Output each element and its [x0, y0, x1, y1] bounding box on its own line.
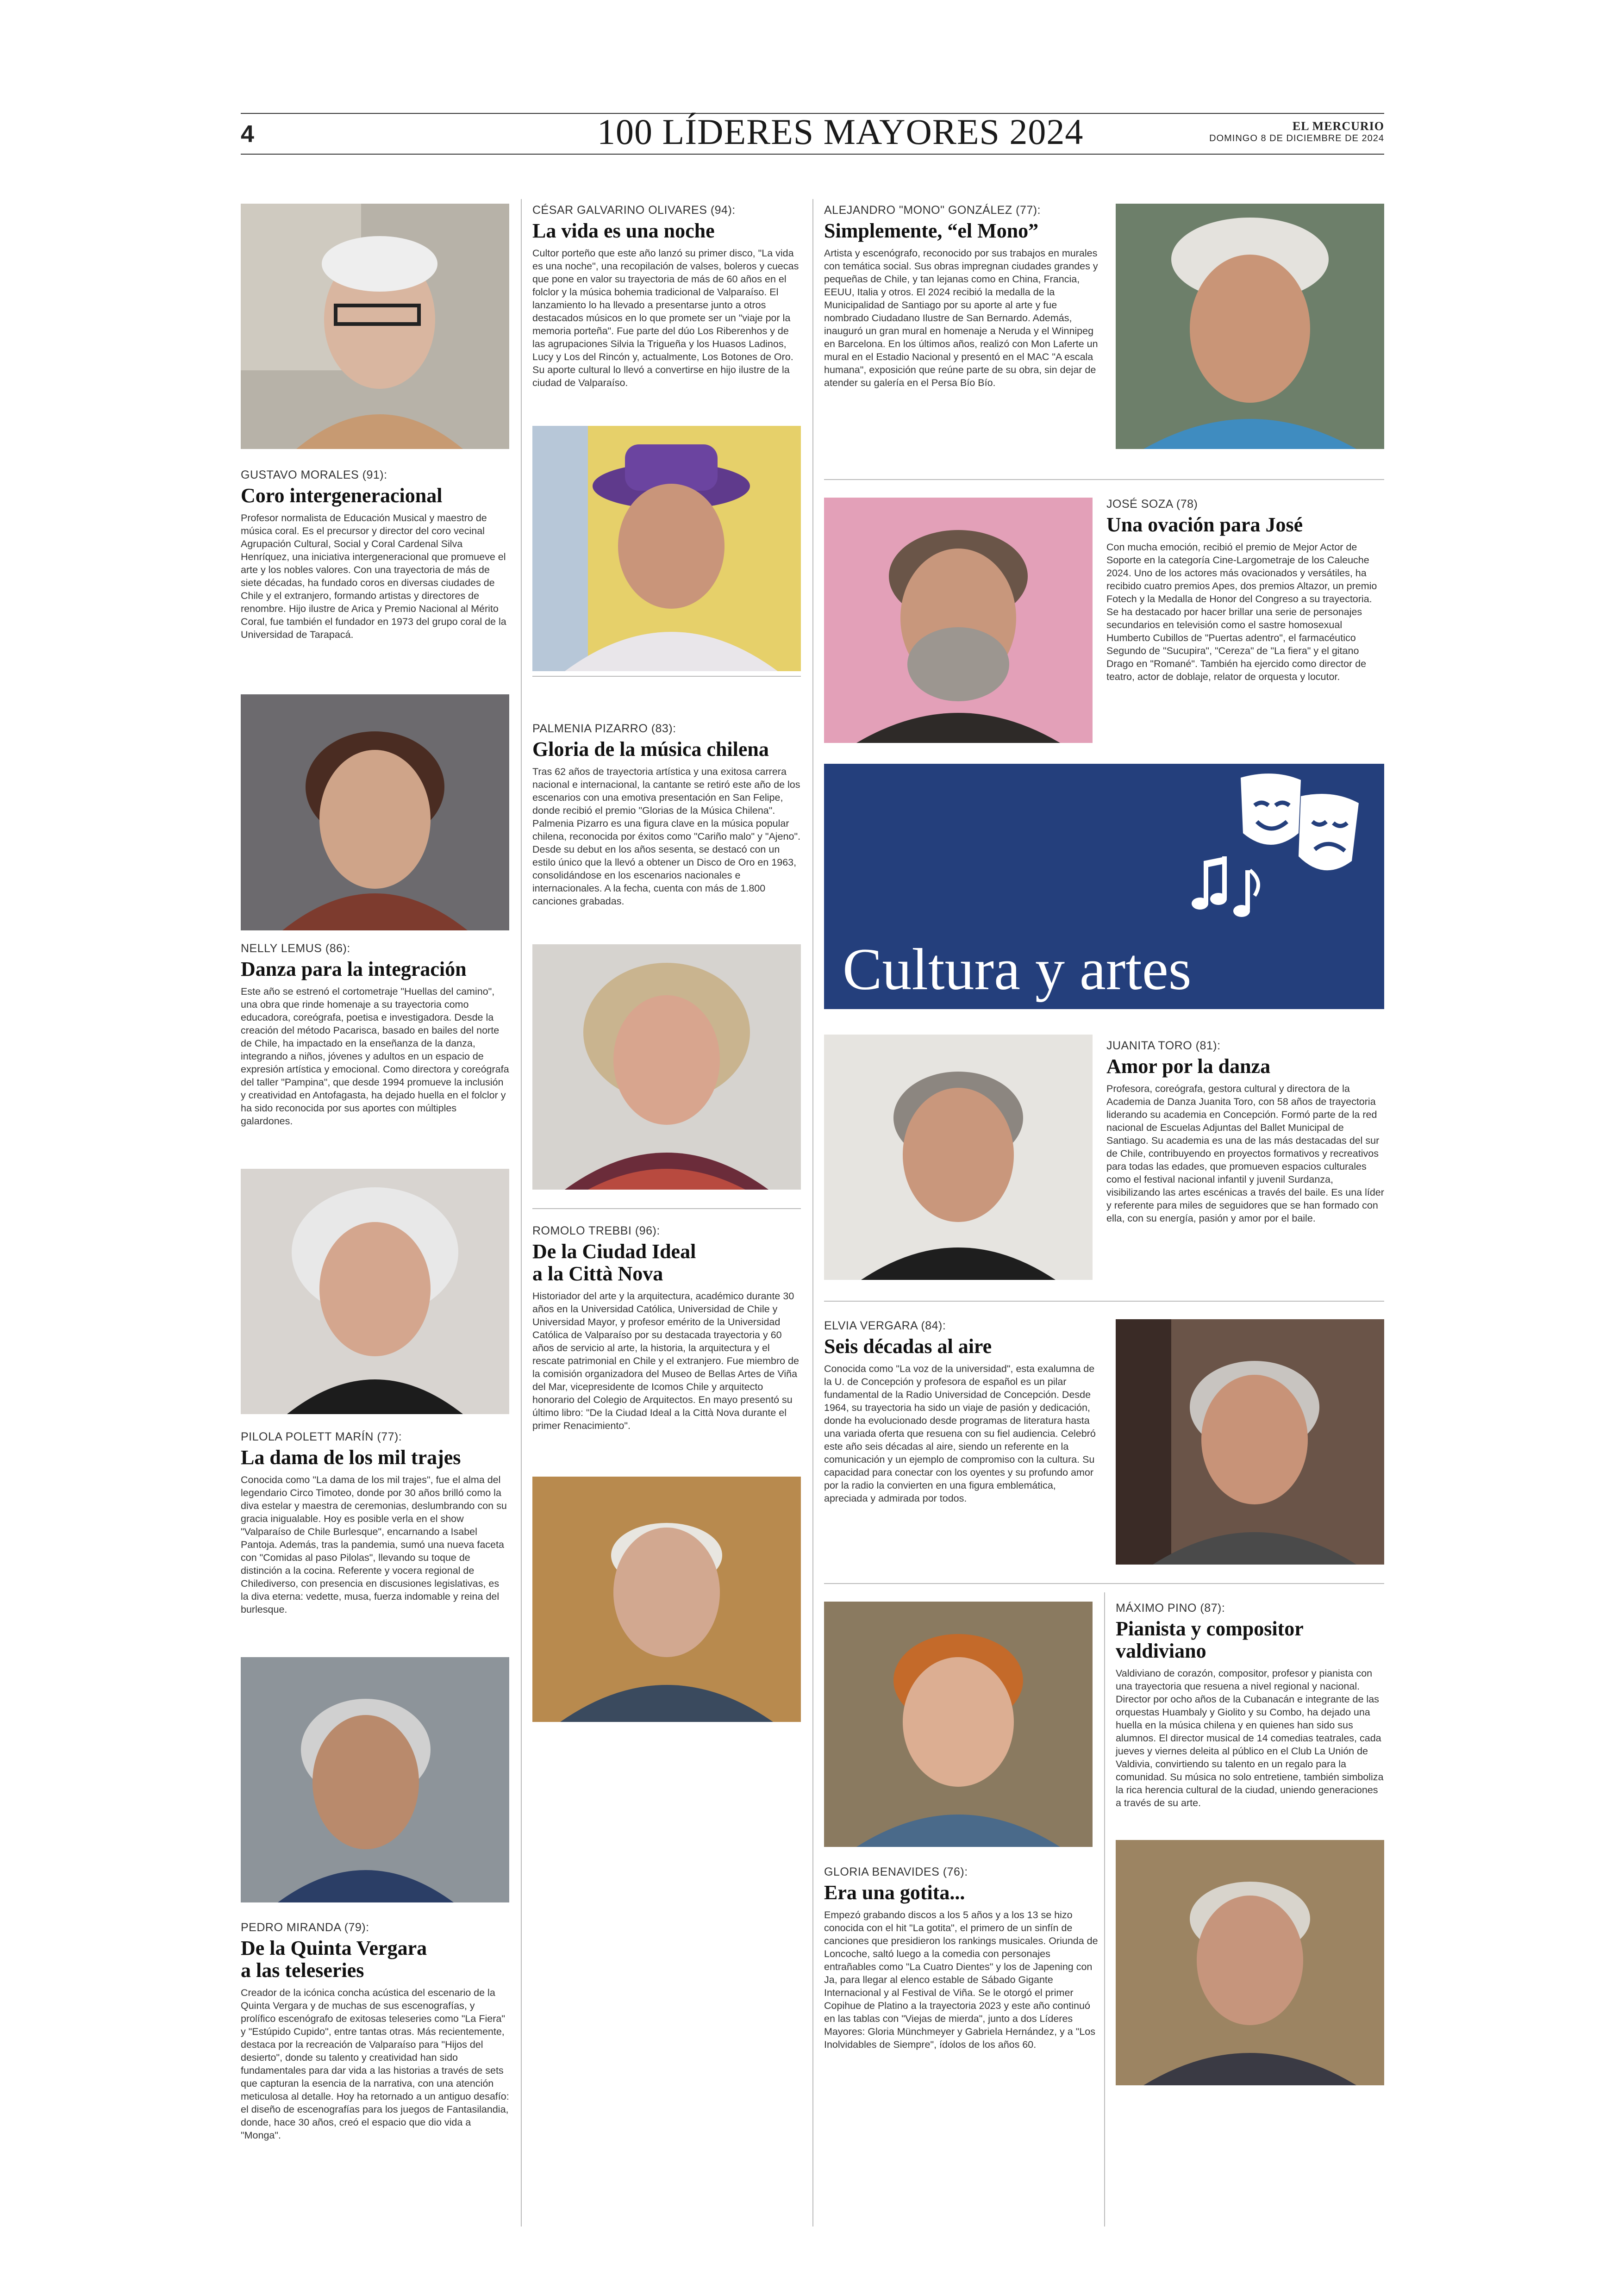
- article-headline: a las teleseries: [241, 1959, 364, 1982]
- portrait-photo: [824, 498, 1093, 743]
- article-body: Profesora, coreógrafa, gestora cultural y directora de la Academia de Danza Juanita Toro, con 58 años de trayectoria liderando su academia en Concepción. Formó parte de la red nacional de Escuelas Adjuntas del Ballet Municipal de Santiago. Su academia es una de las más destacadas del sur de Chile, contribuyendo en proyectos formativos y recreativos para todas las edades, que promueven espacios culturales como el festival nacional infantil y juvenil Surdanza, visibilizando las artes escénicas a través del baile. Es una líder y referente para miles de seguidores que se han formado con ella, con su energía, pasión y amor por el baile.: [1106, 1083, 1384, 1224]
- article-headline: Era una gotita...: [824, 1881, 965, 1904]
- article-juanita-toro: [1106, 1039, 1384, 1225]
- article-headline: Coro intergeneracional: [241, 484, 443, 507]
- portrait-photo: [824, 1035, 1093, 1280]
- section-divider: [532, 676, 801, 677]
- article-headline: a la Città Nova: [532, 1262, 663, 1285]
- section-divider: [824, 479, 1384, 480]
- column-divider: [1104, 1592, 1105, 2226]
- article-elvia-vergara: [824, 1319, 1102, 1505]
- article-kicker: JOSÉ SOZA (78): [1106, 498, 1198, 511]
- article-body: Artista y escenógrafo, reconocido por sus trabajos en murales con temática social. Sus obras impregnan ciudades grandes y pequeñas de Chile, y tan lejanas como en China, Francia, EEUU, Italia y otros. El 2024 recibió la medalla de la Municipalidad de Santiago por su aporte al arte y fue nombrado Ciudadano Ilustre de San Bernardo. Además, inauguró un gran mural en homenaje a Neruda y el Winnipeg en Barcelona. En los últimos años, realizó con Mon Laferte un mural en el Estadio Nacional y presentó en el MAC "A escala humana", exposición que reúne parte de su obra, sin dejar de atender su galería en el Persa Bío Bío.: [824, 248, 1098, 388]
- article-alejandro-gonzalez: [824, 204, 1102, 389]
- theater-masks-music-notes-icon: [1185, 768, 1380, 935]
- article-headline: Gloria de la música chilena: [532, 738, 769, 761]
- newspaper-masthead: [1209, 119, 1384, 144]
- portrait-photo: [1116, 1319, 1384, 1565]
- article-headline: De la Quinta Vergara: [241, 1937, 427, 1959]
- portrait-photo: [532, 1477, 801, 1722]
- article-body: Historiador del arte y la arquitectura, académico durante 30 años en la Universidad Católica, Universidad de Chile y Universidad Mayor, y profesor emérito de la Universidad Católica de Valparaíso por su destacada trayectoria y 60 años de servicio al arte, la historia, la arquitectura y el rescate patrimonial en Chile y el extranjero. Fue miembro de la comisión organizadora del Museo de Bellas Artes de Viña del Mar, vicepresidente de Icomos Chile y arquitecto honorario del Colegio de Arquitectos. En mayo presentó su último libro: "De la Ciudad Ideal a la Città Nova durante el primer Renacimiento".: [532, 1291, 799, 1431]
- article-kicker: PALMENIA PIZARRO (83):: [532, 722, 676, 735]
- article-jose-soza: [1106, 498, 1384, 683]
- article-kicker: JUANITA TORO (81):: [1106, 1039, 1221, 1052]
- article-body: Profesor normalista de Educación Musical y maestro de música coral. Es el precursor y director del coro vecinal Agrupación Cultural, Social y Coral Cardenal Silva Henríquez, una iniciativa intergeneracional que promueve el arte y los nobles valores. Con una trayectoria de más de siete décadas, ha fundado coros en diversas ciudades de Chile y el extranjero, formando artistas y directores de renombre. Hijo ilustre de Arica y Premio Nacional al Mérito Coral, fue también el fundador en 1973 del grupo coral de la Universidad de Tarapacá.: [241, 512, 506, 640]
- article-body: Tras 62 años de trayectoria artística y una exitosa carrera nacional e internacional, la cantante se retiró este año de los escenarios con una emotiva presentación en San Felipe, donde recibió el premio "Glorias de la Música Chilena". Palmenia Pizarro es una figura clave en la música popular chilena, reconocida por éxitos como "Cariño malo" y "Ajeno". Desde su debut en los años sesenta, se destacó con un estilo único que la llevó a obtener un Disco de Oro en 1963, consolidándose en los escenarios nacionales e internacionales. A la fecha, cuenta con más de 1.800 canciones grabadas.: [532, 766, 801, 907]
- section-divider: [824, 1301, 1384, 1302]
- article-headline: Amor por la danza: [1106, 1055, 1271, 1078]
- article-kicker: CÉSAR GALVARINO OLIVARES (94):: [532, 204, 736, 217]
- newspaper-name: EL MERCURIO: [1292, 119, 1384, 133]
- portrait-photo: [532, 944, 801, 1190]
- article-gloria-benavides: [824, 1865, 1102, 2051]
- article-body: Conocida como "La voz de la universidad", esta exalumna de la U. de Concepción y profesora de español es un pilar fundamental de la Radio Universidad de Concepción. Desde 1964, su trayectoria ha sido un viaje de pasión y dedicación, donde ha evolucionado desde programas de literatura hasta una variada oferta que resuena con su fiel audiencia. Celebró este año seis décadas al aire, siendo un referente en la comunicación y un ejemplo de compromiso con la cultura. Su capacidad para conectar con los oyentes y su profundo amor por la radio la convierten en una figura emblemática, apreciada y admirada por todos.: [824, 1363, 1096, 1504]
- article-kicker: ALEJANDRO "MONO" GONZÁLEZ (77):: [824, 204, 1041, 217]
- article-body: Conocida como "La dama de los mil trajes", fue el alma del legendario Circo Timoteo, donde por 30 años brilló como la diva estelar y maestra de ceremonias, deslumbrando con su gracia inigualable. Hoy es posible verla en el show "Valparaíso de Chile Burlesque", encarnando a Isabel Pantoja. Además, tras la pandemia, sumó una nueva faceta con "Comidas al paso Pilolas", llevando su toque de distinción a la cocina. Referente y vocera regional de Chilediverso, con presencia en discusiones legislativas, es la diva eterna: vedette, musa, fuerza indomable y reina del burlesque.: [241, 1474, 507, 1615]
- article-body: Creador de la icónica concha acústica del escenario de la Quinta Vergara y de muchas de sus escenografías, y prolífico escenógrafo de exitosas teleseries como "La Fiera" y "Estúpido Cupido", entre tantas otras. Más recientemente, destaca por la recreación de Valparaíso para "Hijos del desierto", donde su talento y creatividad han sido fundamentales para dar vida a las historias a través de sets que capturan la esencia de la narrativa, con una atención meticulosa al detalle. Hoy ha retornado a un antiguo desafío: el diseño de escenografías para los juegos de Fantasilandia, donde, hace 30 años, creó el espacio que dio vida a "Monga".: [241, 1987, 509, 2141]
- article-headline: La dama de los mil trajes: [241, 1446, 461, 1469]
- portrait-photo: [241, 694, 509, 930]
- article-kicker: NELLY LEMUS (86):: [241, 942, 350, 955]
- page-number: 4: [241, 121, 254, 148]
- column-divider: [812, 199, 813, 2226]
- article-body: Con mucha emoción, recibió el premio de Mejor Actor de Soporte en la categoría Cine-Largometraje de los Caleuche 2024. Uno de los actores más ovacionados y versátiles, ha recibido cuatro premios Apes, dos premios Altazor, un premio Fotech y la Medalla de Honor del Congreso a su trayectoria. Se ha destacado por hacer brillar una serie de personajes secundarios en televisión como el sastre homosexual Humberto Cubillos de "Puertas adentro", el farmacéutico Segundo de "Sucupira", "Cereza" de "La fiera" y el gitano Drago en "Romané". También ha ejercido como director de teatro, actor de doblaje, relator de orquesta y locutor.: [1106, 542, 1377, 682]
- article-headline: La vida es una noche: [532, 219, 715, 242]
- article-body: Este año se estrenó el cortometraje "Huellas del camino", una obra que rinde homenaje a su trayectoria como educadora, coreógrafa, poetisa e investigadora. Desde la creación del método Pacarisca, basado en bailes del norte de Chile, ha impactado en la enseñanza de la danza, integrando a niños, jóvenes y adultos en un espacio de expresión artística y emocional. Como directora y coreógrafa del taller "Pampina", que desde 1994 promueve la inclusión y creatividad en Antofagasta, ha dejado huella en el folclor y ha sido reconocida por sus aportes con múltiples galardones.: [241, 986, 509, 1127]
- page-title: 100 LÍDERES MAYORES 2024: [597, 112, 1084, 152]
- column-divider: [521, 199, 522, 2226]
- article-nelly-lemus: [241, 942, 509, 1128]
- article-pedro-miranda: [241, 1921, 509, 2142]
- section-banner: [824, 764, 1384, 1009]
- portrait-photo: [824, 1602, 1093, 1847]
- article-gustavo-morales: [241, 468, 509, 641]
- article-kicker: PEDRO MIRANDA (79):: [241, 1921, 369, 1934]
- article-body: Cultor porteño que este año lanzó su primer disco, "La vida es una noche", una recopilación de valses, boleros y cuecas que pone en valor su trayectoria de más de 60 años en el folclor y la música bohemia tradicional de Valparaíso. El lanzamiento lo ha llevado a presentarse junto a otros destacados músicos en lo que promete ser un "viaje por la memoria porteña". Fue parte del dúo Los Riberenhos y de las agrupaciones Silvia la Trigueña y los Huasos Ladinos, Lucy y Los del Rincón y, actualmente, Los Botones de Oro. Su aporte cultural lo llevó a convertirse en hijo ilustre de la ciudad de Valparaíso.: [532, 248, 799, 388]
- section-banner-title: Cultura y artes: [843, 936, 1192, 1002]
- article-palmenia-pizarro: [532, 722, 801, 908]
- article-romolo-trebbi: [532, 1224, 801, 1432]
- article-headline: De la Ciudad Ideal: [532, 1240, 696, 1263]
- article-kicker: PILOLA POLETT MARÍN (77):: [241, 1430, 402, 1443]
- article-headline: Seis décadas al aire: [824, 1335, 992, 1358]
- portrait-photo: [241, 1169, 509, 1414]
- article-kicker: MÁXIMO PINO (87):: [1116, 1602, 1225, 1615]
- issue-date: DOMINGO 8 DE DICIEMBRE DE 2024: [1209, 133, 1384, 143]
- portrait-photo: [241, 1657, 509, 1902]
- portrait-photo: [241, 204, 509, 449]
- portrait-photo: [532, 426, 801, 671]
- section-divider: [824, 1583, 1384, 1584]
- article-headline: Una ovación para José: [1106, 513, 1303, 536]
- article-kicker: ROMOLO TREBBI (96):: [532, 1224, 660, 1237]
- article-pilola-polett: [241, 1430, 509, 1616]
- article-kicker: GUSTAVO MORALES (91):: [241, 468, 387, 481]
- portrait-photo: [1116, 1840, 1384, 2085]
- article-body: Empezó grabando discos a los 5 años y a los 13 se hizo conocida con el hit "La gotita", el primero de un sinfín de canciones que presidieron los rankings musicales. Oriunda de Loncoche, saltó luego a la comedia con personajes entrañables como "La Cuatro Dientes" y los de Japening con Ja, para llegar al elenco estable de Sábado Gigante Internacional y al Festival de Viña. Se le otorgó el primer Copihue de Platino a la trayectoria 2023 y este año continuó en las tablas con "Viejas de mierda", junto a dos Líderes Mayores: Gloria Münchmeyer y Gabriela Hernández, y a "Los Inolvidables de Siempre", ídolos de los años 60.: [824, 1909, 1098, 2050]
- article-cesar-galvarino: [532, 204, 801, 389]
- article-body: Valdiviano de corazón, compositor, profesor y pianista con una trayectoria que resuena a nivel regional y nacional. Director por ocho años de la Cubanacán e integrante de las orquestas Huambaly y Giolito y su Combo, ha dejado una huella en la música chilena y en quienes han sido sus alumnos. El director musical de 14 comedias teatrales, cada jueves y viernes deleita al público en el Club La Unión de Valdivia, convirtiendo su talento en un regalo para la comunidad. Su música no solo entretiene, también simboliza la rica herencia cultural de la ciudad, uniendo generaciones a través de su arte.: [1116, 1668, 1384, 1809]
- article-maximo-pino: [1116, 1602, 1384, 1809]
- article-headline: Simplemente, “el Mono”: [824, 219, 1039, 242]
- article-headline: Danza para la integración: [241, 958, 467, 980]
- article-headline: Pianista y compositor: [1116, 1617, 1304, 1640]
- portrait-photo: [1116, 204, 1384, 449]
- section-divider: [532, 1208, 801, 1209]
- article-kicker: GLORIA BENAVIDES (76):: [824, 1865, 968, 1878]
- article-headline: valdiviano: [1116, 1640, 1206, 1662]
- article-kicker: ELVIA VERGARA (84):: [824, 1319, 946, 1332]
- header-bottom-rule: [241, 154, 1384, 155]
